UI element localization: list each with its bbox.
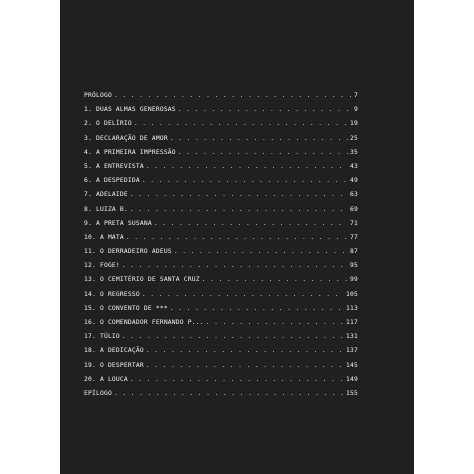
toc-entry-title: 2. O DELÍRIO — [84, 120, 132, 128]
toc-entry-page-number: 155 — [346, 389, 358, 397]
toc-entry-title: 14. O REGRESSO — [84, 290, 140, 298]
toc-entry-page-number: 113 — [346, 304, 358, 312]
dot-leader — [146, 163, 348, 170]
toc-entry — [84, 319, 358, 333]
toc-entry — [84, 92, 358, 106]
table-of-contents — [84, 92, 358, 404]
toc-entry — [84, 305, 358, 319]
toc-entry — [84, 347, 358, 361]
toc-entry-page-number: 9 — [354, 106, 358, 114]
toc-entry-title: 15. O CONVENTO DE *** — [84, 304, 168, 312]
toc-entry-page-number: 19 — [350, 120, 358, 128]
toc-entry — [84, 135, 358, 149]
toc-entry-page-number: 71 — [350, 219, 358, 227]
toc-entry — [84, 191, 358, 205]
dot-leader — [142, 177, 348, 184]
toc-entry-page-number: 77 — [350, 233, 358, 241]
toc-entry-page-number: 105 — [346, 290, 358, 298]
toc-entry — [84, 220, 358, 234]
dot-leader — [142, 291, 344, 298]
toc-entry — [84, 120, 358, 134]
dot-leader — [130, 376, 344, 383]
toc-entry-title: 4. A PRIMEIRA IMPRESSÃO — [84, 148, 176, 156]
toc-entry-page-number: 95 — [350, 262, 358, 270]
dot-leader — [170, 135, 348, 142]
toc-entry — [84, 362, 358, 376]
dot-leader — [154, 220, 348, 227]
toc-entry — [84, 248, 358, 262]
toc-entry — [84, 276, 358, 290]
toc-entry-title: 5. A ENTREVISTA — [84, 162, 144, 170]
toc-entry-page-number: 49 — [350, 177, 358, 185]
toc-entry-title: 7. ADELAIDE — [84, 191, 128, 199]
toc-entry — [84, 390, 358, 404]
dot-leader — [122, 333, 344, 340]
toc-entry-title: 13. O CEMITÉRIO DE SANTA CRUZ — [84, 276, 200, 284]
toc-entry-page-number: 35 — [350, 148, 358, 156]
toc-entry-title: 1. DUAS ALMAS GENEROSAS — [84, 106, 176, 114]
toc-entry-title: 20. A LOUCA — [84, 375, 128, 383]
dot-leader — [130, 206, 348, 213]
toc-entry-page-number: 149 — [346, 375, 358, 383]
toc-entry-page-number: 43 — [350, 162, 358, 170]
toc-entry-title: 9. A PRETA SUSANA — [84, 219, 152, 227]
toc-entry-title: 19. O DESPERTAR — [84, 361, 144, 369]
toc-entry-title: 10. A MATA — [84, 233, 124, 241]
dot-leader — [202, 276, 348, 283]
toc-entry — [84, 206, 358, 220]
dot-leader — [114, 390, 344, 397]
toc-entry — [84, 291, 358, 305]
dot-leader — [174, 248, 348, 255]
toc-entry-page-number: 145 — [346, 361, 358, 369]
toc-entry-title: 3. DECLARAÇÃO DE AMOR — [84, 134, 168, 142]
toc-entry-title: PRÓLOGO — [84, 92, 112, 99]
toc-entry — [84, 234, 358, 248]
toc-entry-title: 11. O DERRADEIRO ADEUS — [84, 248, 172, 256]
toc-entry — [84, 262, 358, 276]
toc-entry — [84, 333, 358, 347]
dot-leader — [178, 149, 348, 156]
toc-entry-page-number: 7 — [354, 92, 358, 99]
toc-entry-title: 18. A DEDICAÇÃO — [84, 347, 144, 355]
toc-entry-page-number: 87 — [350, 248, 358, 256]
toc-entry-title: 6. A DESPEDIDA — [84, 177, 140, 185]
toc-entry — [84, 177, 358, 191]
toc-entry — [84, 149, 358, 163]
toc-entry-page-number: 99 — [350, 276, 358, 284]
dot-leader — [146, 362, 344, 369]
toc-entry — [84, 376, 358, 390]
toc-entry-page-number: 131 — [346, 333, 358, 341]
dot-leader — [114, 92, 352, 99]
toc-entry-page-number: 63 — [350, 191, 358, 199]
toc-entry-page-number: 25 — [350, 134, 358, 142]
toc-entry — [84, 106, 358, 120]
toc-entry-page-number: 137 — [346, 347, 358, 355]
toc-entry-title: 12. FOGE! — [84, 262, 120, 270]
dot-leader — [130, 191, 348, 198]
dot-leader — [134, 120, 348, 127]
dot-leader — [170, 305, 344, 312]
dot-leader — [206, 319, 344, 326]
toc-entry — [84, 163, 358, 177]
toc-entry-title: 16. O COMENDADOR FERNANDO P... — [84, 319, 204, 326]
dot-leader — [178, 106, 352, 113]
dot-leader — [146, 347, 344, 354]
toc-entry-page-number: 69 — [350, 205, 358, 213]
toc-entry-title: EPÍLOGO — [84, 389, 112, 397]
toc-entry-title: 8. LUIZA B. — [84, 205, 128, 213]
dot-leader — [126, 234, 348, 241]
toc-entry-title: 17. TÚLIO — [84, 333, 120, 341]
toc-entry-page-number: 117 — [346, 319, 358, 326]
dot-leader — [122, 262, 348, 269]
